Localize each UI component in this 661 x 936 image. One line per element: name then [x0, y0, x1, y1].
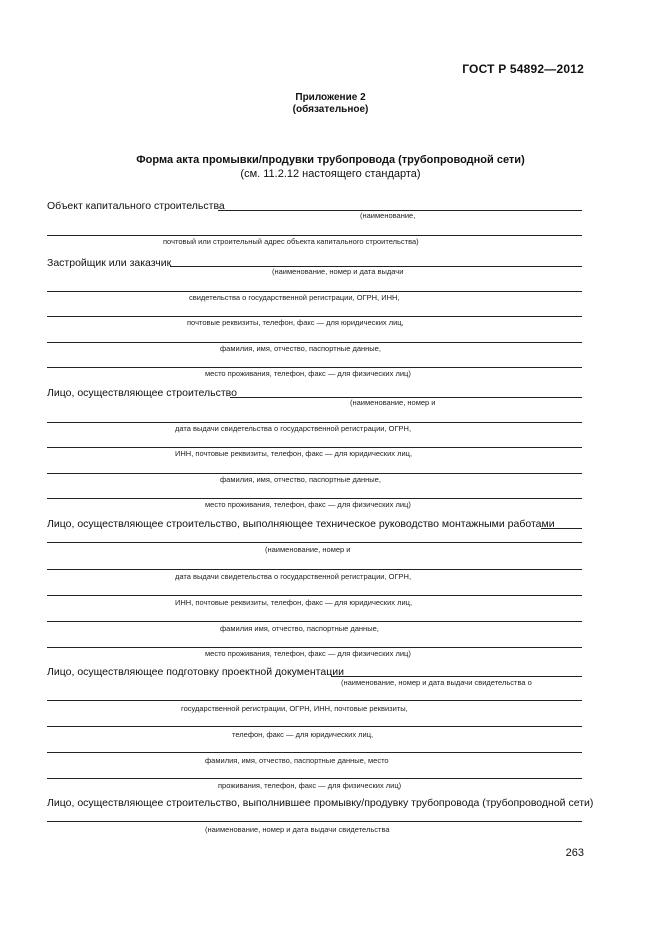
builder-input-line-5[interactable] [47, 498, 582, 499]
designer-hint-4: фамилия, имя, отчество, паспортные данные, место [205, 756, 389, 765]
form-title: Форма акта промывки/продувки трубопровода (трубопроводной сети) [136, 154, 525, 166]
developer-hint-3: почтовые реквизиты, телефон, факс — для юридических лиц, [187, 318, 404, 327]
supervisor-input-line-6[interactable] [47, 647, 582, 648]
designer-hint-1: (наименование, номер и дата выдачи свидетельства о [341, 678, 532, 687]
page-number: 263 [565, 847, 584, 859]
supervisor-hint-1: (наименование, номер и [265, 545, 351, 554]
designer-label: Лицо, осуществляющее подготовку проектной документации [47, 666, 344, 678]
developer-input-line-3[interactable] [47, 316, 582, 317]
designer-hint-2: государственной регистрации, ОГРН, ИНН, почтовые реквизиты, [181, 704, 408, 713]
form-subtitle: (см. 11.2.12 настоящего стандарта) [240, 168, 421, 180]
supervisor-input-line-3[interactable] [47, 569, 582, 570]
supervisor-input-line-5[interactable] [47, 621, 582, 622]
builder-hint-1: (наименование, номер и [350, 398, 436, 407]
designer-hint-3: телефон, факс — для юридических лиц, [232, 730, 374, 739]
supervisor-label: Лицо, осуществляющее строительство, выполняющее техническое руководство монтажными работами [47, 518, 555, 530]
designer-hint-5: проживания, телефон, факс — для физических лиц) [218, 781, 402, 790]
builder-label: Лицо, осуществляющее строительство [47, 387, 237, 399]
builder-hint-3: ИНН, почтовые реквизиты, телефон, факс — для юридических лиц, [175, 449, 413, 458]
designer-input-line-4[interactable] [47, 752, 582, 753]
developer-hint-5: место проживания, телефон, факс — для физических лиц) [205, 369, 411, 378]
builder-hint-4: фамилия, имя, отчество, паспортные данные, [220, 475, 381, 484]
designer-input-line-5[interactable] [47, 778, 582, 779]
builder-input-line-2[interactable] [47, 422, 582, 423]
designer-input-line[interactable] [331, 676, 582, 677]
supervisor-input-line-4[interactable] [47, 595, 582, 596]
appendix-subtitle: (обязательное) [292, 104, 369, 115]
standard-number: ГОСТ Р 54892—2012 [462, 62, 584, 76]
supervisor-hint-5: место проживания, телефон, факс — для физических лиц) [205, 649, 411, 658]
supervisor-hint-4: фамилия имя, отчество, паспортные данные, [220, 624, 379, 633]
builder-hint-5: место проживания, телефон, факс — для физических лиц) [205, 500, 411, 509]
supervisor-hint-2: дата выдачи свидетельства о государственной регистрации, ОГРН, [175, 572, 412, 581]
developer-label: Застройщик или заказчик [47, 257, 172, 269]
supervisor-hint-3: ИНН, почтовые реквизиты, телефон, факс — для юридических лиц, [175, 598, 413, 607]
builder-input-line-4[interactable] [47, 473, 582, 474]
designer-input-line-2[interactable] [47, 700, 582, 701]
appendix-title: Приложение 2 [295, 92, 366, 103]
builder-input-line-3[interactable] [47, 447, 582, 448]
builder-hint-2: дата выдачи свидетельства о государственной регистрации, ОГРН, [175, 424, 412, 433]
object-hint-2: почтовый или строительный адрес объекта капитального строительства) [163, 237, 419, 246]
flusher-hint-1: (наименование, номер и дата выдачи свидетельства [205, 825, 390, 834]
flusher-label: Лицо, осуществляющее строительство, выполнившее промывку/продувку трубопровода (трубопроводной сети) [47, 797, 594, 809]
developer-input-line-5[interactable] [47, 367, 582, 368]
supervisor-input-line[interactable] [541, 528, 582, 529]
supervisor-input-line-2[interactable] [47, 542, 582, 543]
developer-hint-4: фамилия, имя, отчество, паспортные данные, [220, 344, 381, 353]
object-hint-1: (наименование, [360, 211, 416, 220]
developer-input-line-2[interactable] [47, 291, 582, 292]
object-input-line-2[interactable] [47, 235, 582, 236]
developer-hint-1: (наименование, номер и дата выдачи [272, 267, 404, 276]
developer-hint-2: свидетельства о государственной регистрации, ОГРН, ИНН, [189, 293, 400, 302]
object-label: Объект капитального строительства [47, 200, 225, 212]
developer-input-line-4[interactable] [47, 342, 582, 343]
designer-input-line-3[interactable] [47, 726, 582, 727]
flusher-input-line[interactable] [47, 821, 582, 822]
